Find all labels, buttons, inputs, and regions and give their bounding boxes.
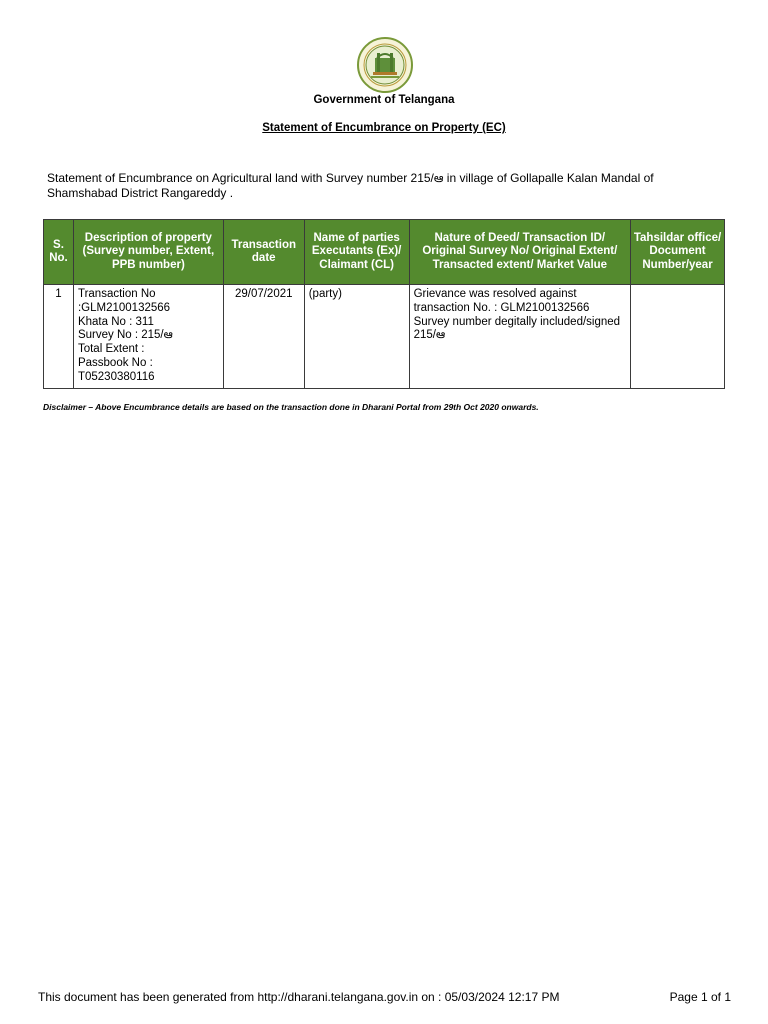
- disclaimer-text: Disclaimer – Above Encumbrance details are based on the transaction done in Dharani Portal from 29th Oct 2020 onwards.: [43, 402, 539, 412]
- description-line: Khata No : 311: [77, 315, 154, 328]
- description-line: Survey No : 215/ఆ: [77, 329, 173, 342]
- description-line: :GLM2100132566: [77, 301, 171, 314]
- generated-footer: This document has been generated from http://dharani.telangana.gov.in on : 05/03/2024 12:17 PM: [38, 990, 560, 1004]
- telangana-emblem-icon: [355, 36, 415, 94]
- page-number: Page 1 of 1: [669, 990, 731, 1004]
- cell-date: 29/07/2021: [223, 285, 304, 389]
- document-title: Statement of Encumbrance on Property (EC): [262, 122, 506, 134]
- government-title: Government of Telangana: [313, 94, 455, 106]
- cell-office: [631, 285, 725, 389]
- description-line: Passbook No :: [77, 356, 153, 369]
- table-header-row: [44, 220, 725, 285]
- cell-nature: Grievance was resolved against transaction No. : GLM2100132566 Survey number degitally included/signed 215/ఆ: [409, 285, 631, 389]
- column-header-date: Transaction date: [223, 220, 304, 285]
- cell-description: [73, 285, 223, 389]
- column-header-sno: S. No.: [44, 220, 74, 285]
- table-row: [44, 285, 725, 389]
- encumbrance-table: [43, 219, 725, 389]
- cell-sno: 1: [44, 285, 74, 389]
- column-header-nature: Nature of Deed/ Transaction ID/ Original Survey No/ Original Extent/ Transacted extent/ Market Value: [409, 220, 631, 285]
- column-header-parties: Name of parties Executants (Ex)/ Claimant (CL): [304, 220, 409, 285]
- column-header-description: Description of property (Survey number, Extent, PPB number): [73, 220, 223, 285]
- description-line: T05230380116: [77, 370, 155, 383]
- description-line: Total Extent :: [77, 343, 145, 356]
- intro-paragraph: Statement of Encumbrance on Agricultural land with Survey number 215/ఆ in village of Gollapalle Kalan Mandal of Shamshabad District Rangareddy .: [47, 171, 654, 200]
- cell-parties: (party): [304, 285, 409, 389]
- description-line: Transaction No: [77, 288, 156, 300]
- column-header-office: Tahsildar office/ Document Number/year: [631, 220, 725, 285]
